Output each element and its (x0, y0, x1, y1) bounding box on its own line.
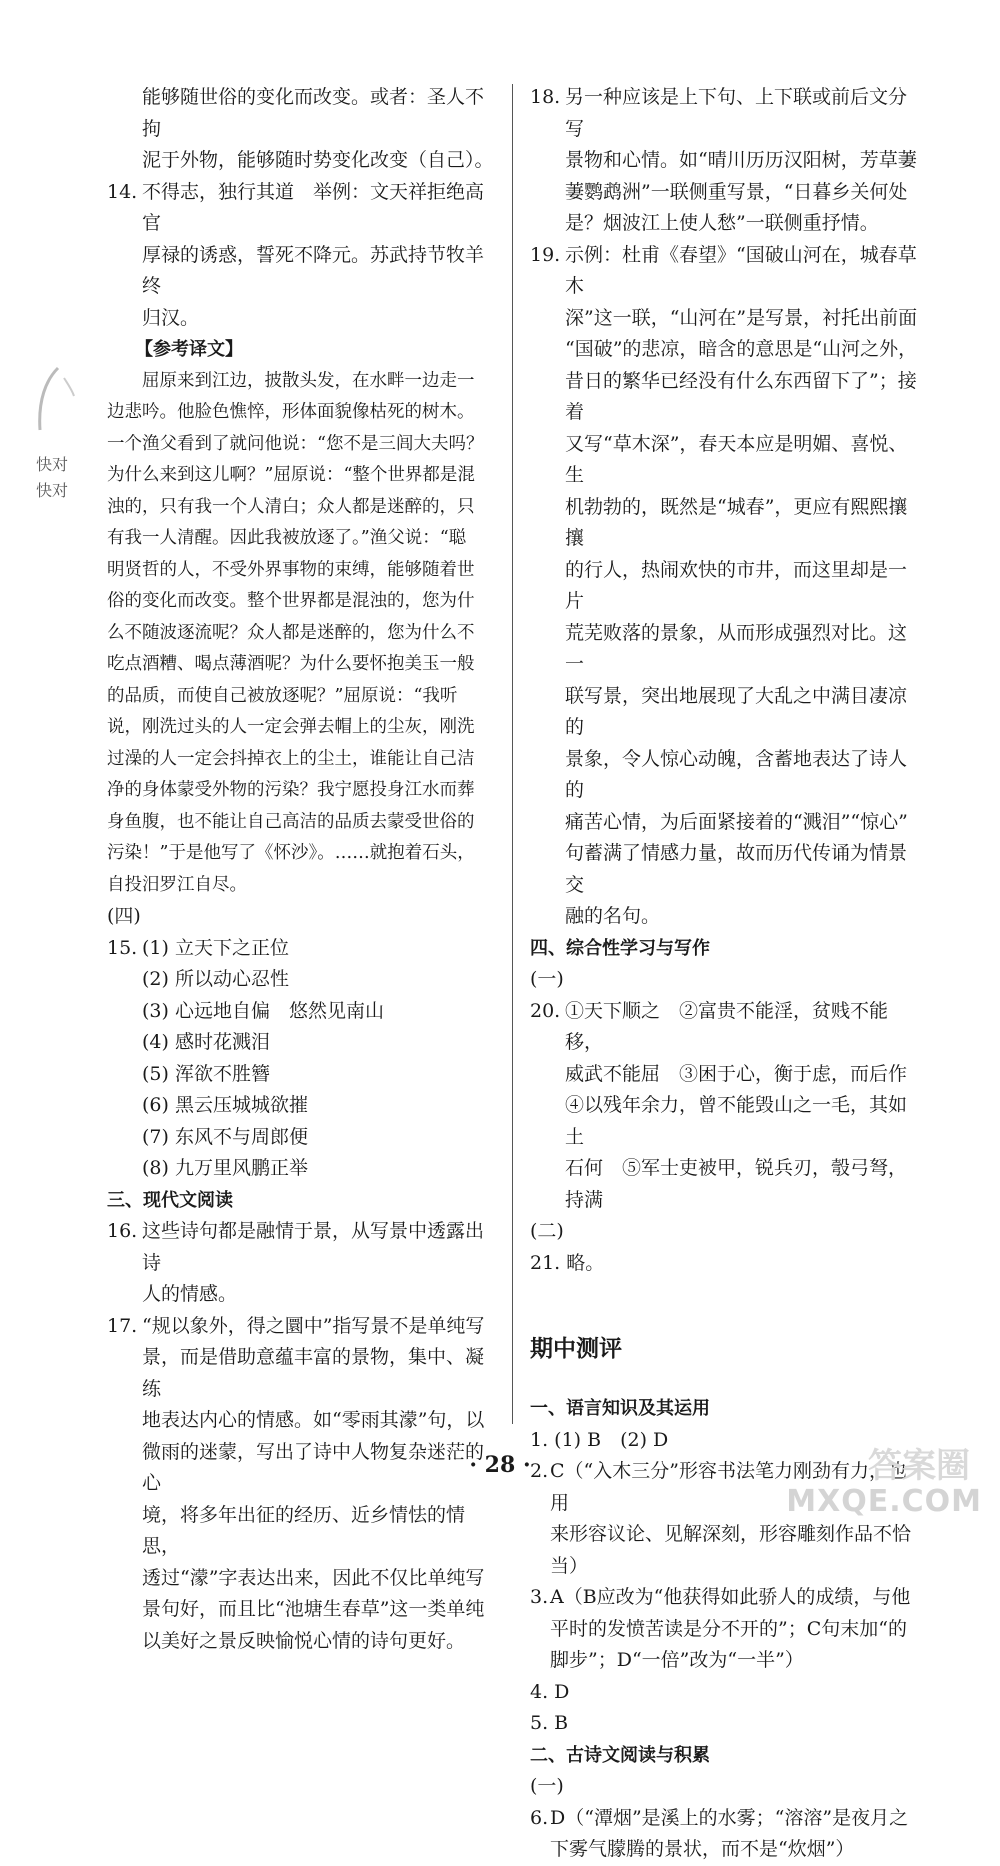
question-number: 6. (530, 1806, 549, 1829)
watermark-url: MXQE.COM (786, 1484, 982, 1519)
question-20: 20. ①天下顺之 ②富贵不能淫，贫贱不能移， 威武不能屈 ③困于心，衡于虑，而后作 ④以残年余力，曾不能毁山之一毛，其如土 石何 ⑤军士吏被甲，锐兵刃，彀弓弩， 持满 (530, 996, 922, 1217)
question-number: 17. (107, 1314, 138, 1337)
section-heading: 一、语言知识及其运用 (530, 1398, 710, 1419)
question-number: 14. (107, 180, 138, 203)
question-16: 16. 这些诗句都是融情于景，从写景中透露出诗 人的情感。 (107, 1216, 499, 1311)
question-14: 14. 不得志，独行其道 举例：文天祥拒绝高官 厚禄的诱惑，誓死不降元。苏武持节牧羊终 归汉。 (107, 177, 499, 335)
page-number: · 28 · (469, 1452, 531, 1478)
right-column (530, 82, 922, 1866)
question-17: 17. “规以象外，得之圜中”指写景不是单纯写 景，而是借助意蕴丰富的景物，集中、凝练 地表达内心的情感。如“零雨其濛”句，以 微雨的迷蒙，写出了诗中人物复杂迷茫的心 境，将多年出征的经历、近乡情怯的情思， 透过“濛”字表达出来，因此不仅比单纯写 景句好，而且比“池塘生春草”这一类单纯 以美好之景反映愉悦心情的诗句更好。 (107, 1311, 499, 1658)
question-15: 15. (1) 立天下之正位 (2) 所以动心忍性 (3) 心远地自偏 悠然见南山 (4) 感时花溅泪 (5) 浑欲不胜簪 (6) 黑云压城城欲摧 (7) 东风不与周郎便 (8) 九万里风鹏正举 (107, 933, 499, 1185)
question-number: 15. (107, 936, 138, 959)
answer-6: 6. D（“潭烟”是溪上的水雾；“溶溶”是夜月之 下雾气朦腾的景状，而不是“炊烟”） (530, 1803, 922, 1866)
part-label: (二) (530, 1220, 564, 1242)
answer-4: 4. D (530, 1680, 570, 1703)
question-19: 19. 示例：杜甫《春望》“国破山河在，城春草木 深”这一联，“山河在”是写景，衬托出前面 “国破”的悲凉，暗含的意思是“山河之外， 昔日的繁华已经没有什么东西留下了”；接着 又写“草木深”，春天本应是明媚、喜悦、生 机勃勃的，既然是“城春”，更应有熙熙攘攘 的行人，热闹欢快的市井，而这里却是一片 荒芜败落的景象，从而形成强烈对比。这一 联写景，突出地展现了大乱之中满目凄凉的 景象，令人惊心动魄，含蓄地表达了诗人的 痛苦心情，为后面紧接着的“溅泪”“惊心” 句蓄满了情感力量，故而历代传诵为情景交 融的名句。 (530, 240, 922, 933)
question-21: 21. 略。 (530, 1251, 605, 1274)
part-label: (一) (530, 968, 564, 990)
question-number: 20. (530, 999, 561, 1022)
reference-translation-title: 【参考译文】 (135, 339, 243, 360)
section-heading: 四、综合性学习与写作 (530, 937, 710, 959)
column-divider (512, 84, 513, 1424)
question-number: 19. (530, 243, 561, 266)
margin-scribble (28, 360, 78, 450)
question-number: 2. (530, 1460, 549, 1482)
question-number: 18. (530, 86, 561, 108)
question-number: 16. (107, 1220, 138, 1242)
section-heading: 三、现代文阅读 (107, 1189, 233, 1211)
answer-1: 1. (1) B (2) D (530, 1428, 669, 1451)
answer-5: 5. B (530, 1712, 569, 1734)
margin-watermark: 快对 快对 (36, 455, 69, 500)
section-heading: 二、古诗文阅读与积累 (530, 1744, 710, 1766)
midterm-title: 期中测评 (530, 1336, 622, 1362)
answer-3: 3. A（B应改为“他获得如此骄人的成绩，与他 平时的发愤苦读是分不开的”；C句末加“的 脚步”；D“一倍”改为“一半”） (530, 1582, 922, 1677)
answer-2: 2. C（“入木三分”形容书法笔力刚劲有力，也用 来形容议论、见解深刻，形容雕刻作品不恰 当） (530, 1456, 922, 1582)
question-18: 18. 另一种应该是上下句、上下联或前后文分写 景物和心情。如“晴川历历汉阳树，芳草萋 萋鹦鹉洲”一联侧重写景，“日暮乡关何处 是？烟波江上使人愁”一联侧重抒情。 (530, 82, 922, 240)
text-line: 泥于外物，能够随时势变化改变（自己）。 (142, 149, 494, 171)
part-label: (一) (530, 1775, 564, 1797)
question-number: 3. (530, 1586, 549, 1608)
reference-translation: 屈原来到江边，披散头发，在水畔一边走一 边悲吟。他脸色憔悴，形体面貌像枯死的树木。 一个渔父看到了就问他说：“您不是三闾大夫吗？ 为什么来到这儿啊？”屈原说：“整个世界都是混 浊的，只有我一个人清白；众人都是迷醉的，只 有我一人清醒。因此我被放逐了。”渔父说：“聪 明贤哲的人，不受外界事物的束缚，能够随着世 俗的变化而改变。整个世界都是混浊的，您为什 么不随波逐流呢？众人都是迷醉的，您为什么不 吃点酒糟、喝点薄酒呢？为什么要怀抱美玉一般 的品质，而使自己被放逐呢？”屈原说：“我听 说，刚洗过头的人一定会弹去帽上的尘灰，刚洗 过澡的人一定会抖掉衣上的尘土，谁能让自己洁 净的身体蒙受外物的污染？我宁愿投身江水而葬 身鱼腹，也不能让自己高洁的品质去蒙受世俗的 污染！”于是他写了《怀沙》。……就抱着石头， 自投汨罗江自尽。 (107, 370, 484, 895)
part-label: (四) (107, 905, 141, 927)
left-column (107, 82, 499, 1657)
text-line: 能够随世俗的变化而改变。或者：圣人不拘 (142, 86, 485, 140)
watermark-logo-text: 答案圈 (868, 1446, 970, 1486)
